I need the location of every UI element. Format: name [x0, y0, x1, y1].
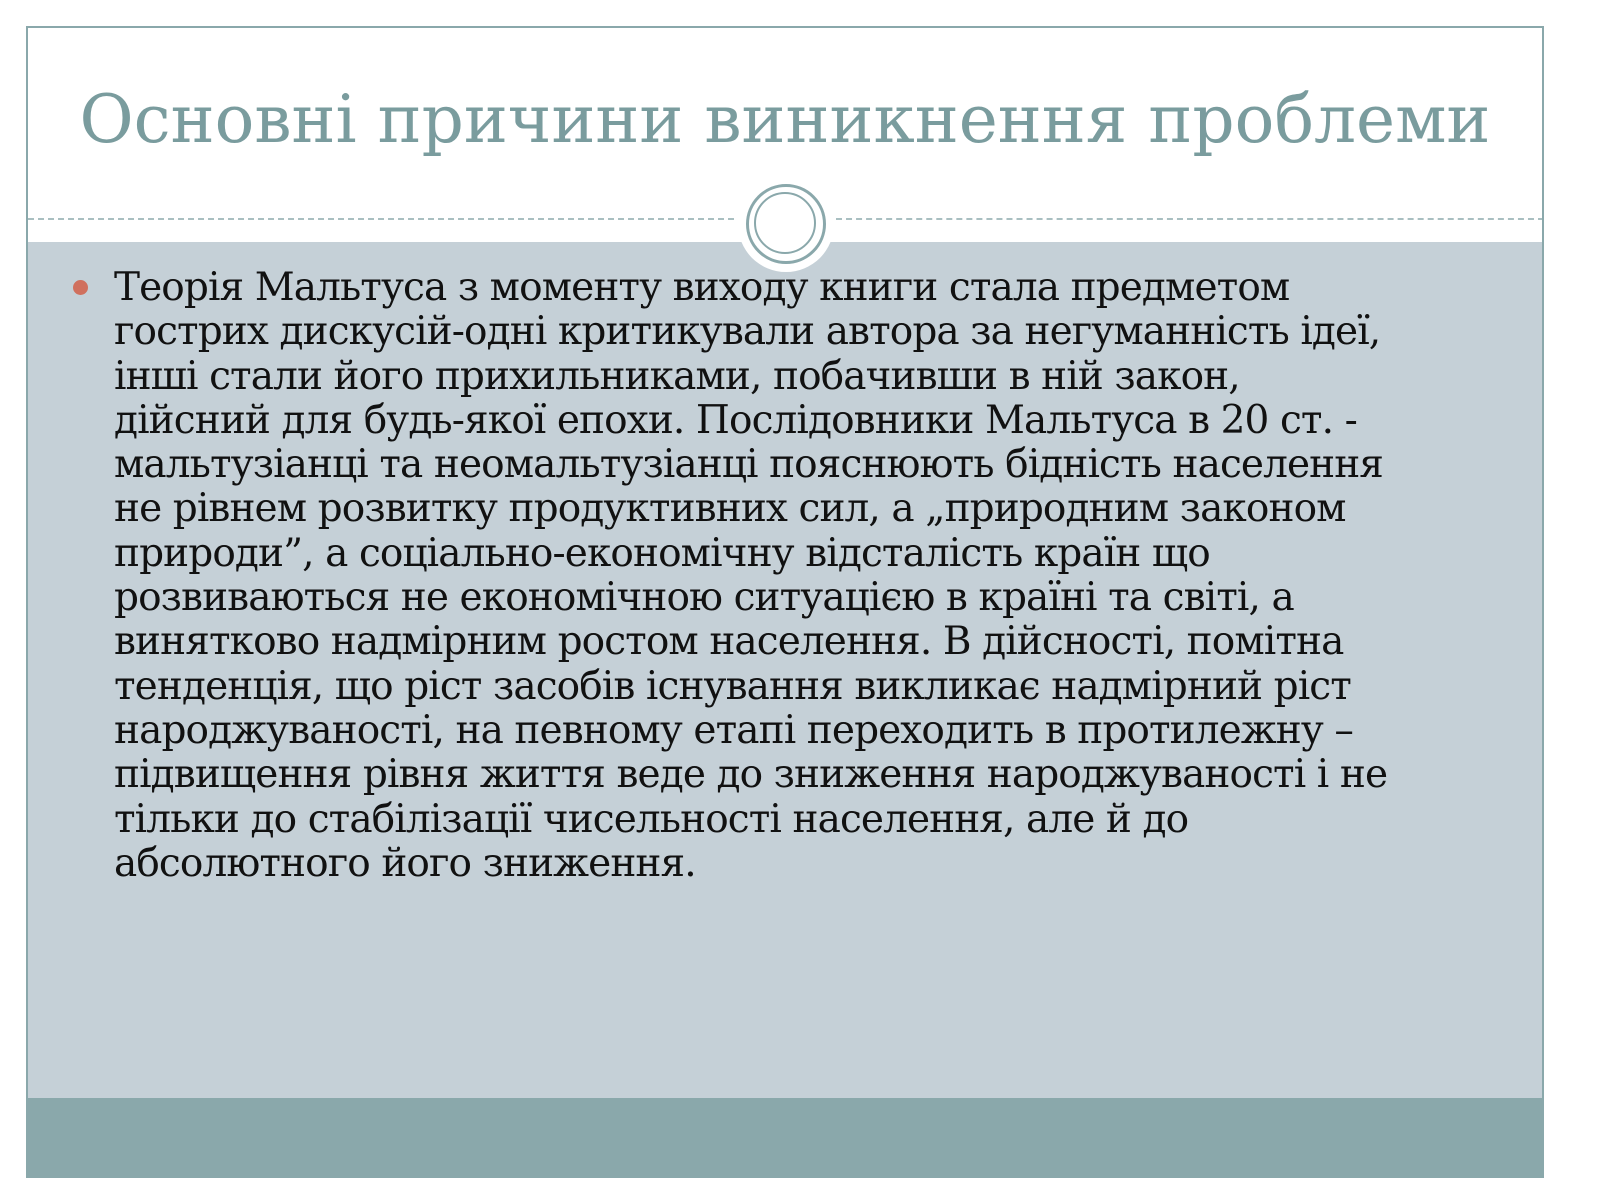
divider-line-right	[836, 218, 1544, 220]
slide	[26, 26, 1544, 1178]
bullet-text-line: дійсний для будь-якої епохи. Послідовники Мальтуса в 20 ст. -	[114, 397, 1357, 443]
bullet-text-line: винятково надмірним ростом населення. В дійсності, помітна	[114, 619, 1344, 665]
bullet-text	[114, 266, 1514, 886]
bullet-text-line: абсолютного його зниження.	[114, 840, 696, 886]
bullet-text-line: не рівнем розвитку продуктивних сил, а „природним законом	[114, 486, 1346, 532]
slide-title: Основні причини виникнення проблеми	[79, 81, 1491, 158]
bullet-text-line: інші стали його прихильниками, побачивши в ній закон,	[114, 353, 1240, 399]
bullet-text-line: гострих дискусій-одні критикували автора за негуманність ідеї,	[114, 309, 1381, 355]
divider-line-left	[28, 218, 734, 220]
bullet-text-line: підвищення рівня життя веде до зниження народжуваності і не	[114, 752, 1388, 798]
circle-ornament-ring	[746, 184, 826, 264]
bullet-text-line: мальтузіанці та неомальтузіанці пояснюють бідність населення	[114, 442, 1384, 488]
circle-ornament-icon	[738, 176, 834, 272]
bullet-text-line: розвиваються не економічною ситуацією в країні та світі, а	[114, 575, 1294, 621]
bullet-text-line: тенденція, що ріст засобів існування викликає надмірний ріст	[114, 663, 1351, 709]
bullet-text-line: народжуваності, на певному етапі переходить в протилежну –	[114, 707, 1354, 753]
footer-band	[28, 1098, 1542, 1178]
bullet-text-line: природи”, а соціально-економічну відсталість країн що	[114, 530, 1210, 576]
bullet-dot-icon	[73, 280, 88, 295]
bullet-text-line: Теорія Мальтуса з моменту виходу книги стала предметом	[114, 265, 1290, 310]
bullet-text-line: тільки до стабілізації чисельності населення, але й до	[114, 796, 1189, 842]
